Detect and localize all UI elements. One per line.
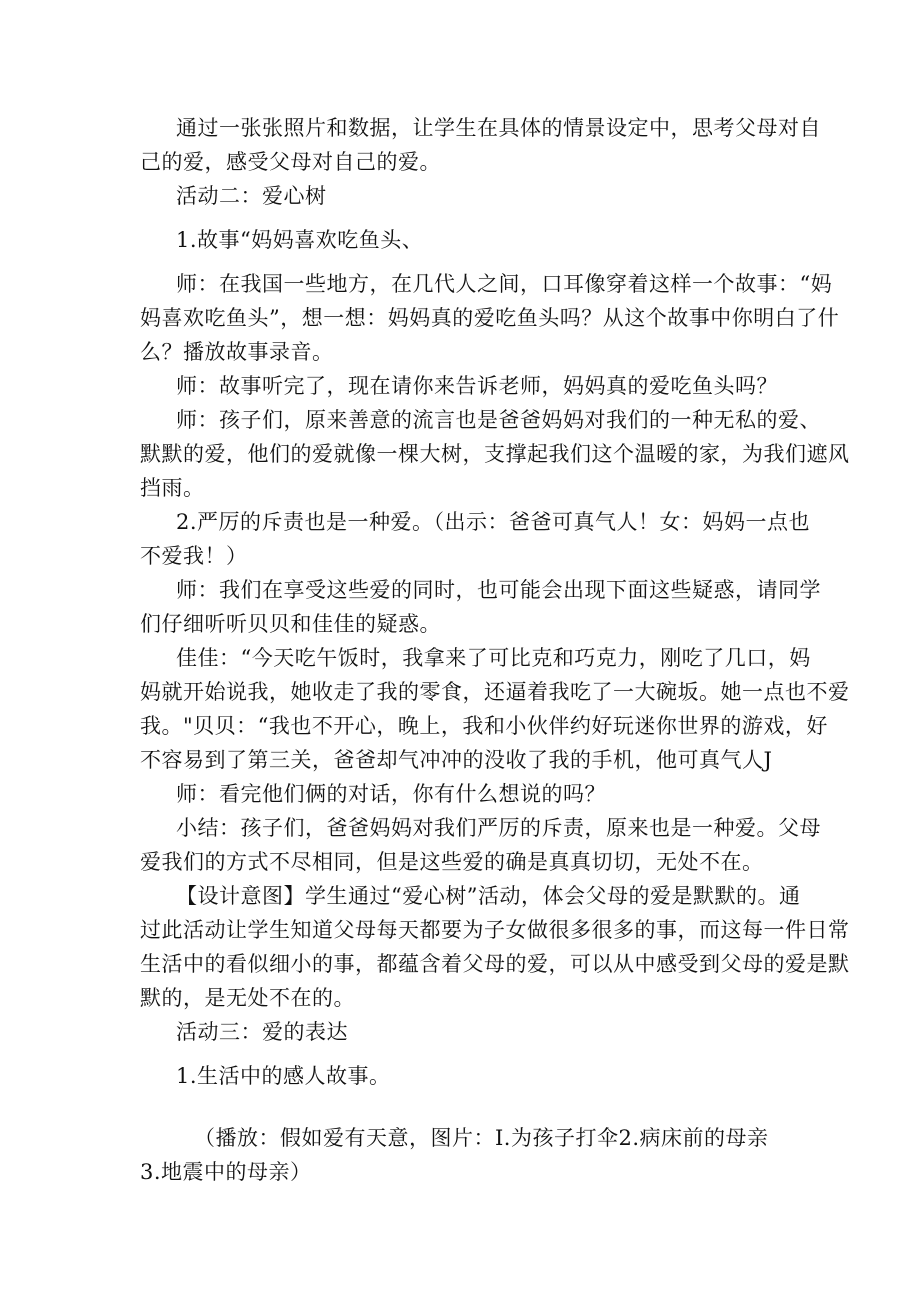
text-line: 1.故事“妈妈喜欢吃鱼头、 bbox=[176, 228, 424, 252]
text-line: 佳佳：“今天吃午饭时，我拿来了可比克和巧克力，刚吃了几口，妈 bbox=[176, 646, 811, 670]
text-line: 师：孩子们，原来善意的流言也是爸爸妈妈对我们的一种无私的爱、 bbox=[176, 408, 821, 432]
text-line: 挡雨。 bbox=[140, 476, 205, 500]
text-line: 妈就开始说我，她收走了我的零食，还逼着我吃了一大碗坂。她一点也不爱 bbox=[140, 680, 850, 704]
text-line: 默默的爱，他们的爱就像一棵大树，支撑起我们这个温暧的家，为我们遮风 bbox=[140, 442, 850, 466]
text-line: 3.地震中的母亲） bbox=[140, 1160, 312, 1184]
text-line: 通过一张张照片和数据，让学生在具体的情景设定中，思考父母对自 bbox=[176, 116, 821, 140]
section-heading: 活动三：爱的表达 bbox=[176, 1020, 348, 1044]
text-line: 么？播放故事录音。 bbox=[140, 340, 334, 364]
text-line: 生活中的看似细小的事，都蕴含着父母的爱，可以从中感受到父母的爱是默 bbox=[140, 952, 850, 976]
text-line: 爱我们的方式不尽相同，但是这些爱的确是真真切切，无处不在。 bbox=[140, 850, 764, 874]
text-line: 小结：孩子们，爸爸妈妈对我们严厉的斥责，原来也是一种爱。父母 bbox=[176, 816, 821, 840]
text-line: 师：我们在享受这些爱的同时，也可能会出现下面这些疑惑，请同学 bbox=[176, 578, 821, 602]
section-heading: 活动二：爱心树 bbox=[176, 184, 327, 208]
text-line: 1.生活中的感人故事。 bbox=[176, 1064, 391, 1088]
text-line: 不爱我！） bbox=[140, 544, 248, 568]
text-line: 妈喜欢吃鱼头”，想一想：妈妈真的爱吃鱼头吗？从这个故事中你明白了什 bbox=[140, 306, 840, 330]
text-line: 师：看完他们俩的对话，你有什么想说的吗？ bbox=[176, 782, 606, 806]
text-line: （播放：假如爱有天意，图片：I.为孩子打伞2.病床前的母亲 bbox=[194, 1126, 769, 1150]
text-line: 【设计意图】学生通过“爱心树”活动，体会父母的爱是默默的。通 bbox=[176, 884, 801, 908]
text-line: 师：在我国一些地方，在几代人之间，口耳像穿着这样一个故事：“妈 bbox=[176, 272, 833, 296]
text-line: 2.严厉的斥责也是一种爱。（出示：爸爸可真气人！女：妈妈一点也 bbox=[176, 510, 811, 534]
text-line: 们仔细听听贝贝和佳佳的疑惑。 bbox=[140, 612, 441, 636]
text-line: 师：故事听完了，现在请你来告诉老师，妈妈真的爱吃鱼头吗？ bbox=[176, 374, 778, 398]
text-line: 默的，是无处不在的。 bbox=[140, 986, 355, 1010]
text-line: 己的爱，感受父母对自己的爱。 bbox=[140, 150, 441, 174]
text-line: 我。"贝贝：“我也不开心，晚上，我和小伙伴约好玩迷你世界的游戏，好 bbox=[140, 714, 828, 738]
text-line: 过此活动让学生知道父母每天都要为子女做很多很多的事，而这每一件日常 bbox=[140, 918, 850, 942]
text-line: 不容易到了第三关，爸爸却气冲冲的没收了我的手机，他可真气人J bbox=[140, 748, 773, 772]
